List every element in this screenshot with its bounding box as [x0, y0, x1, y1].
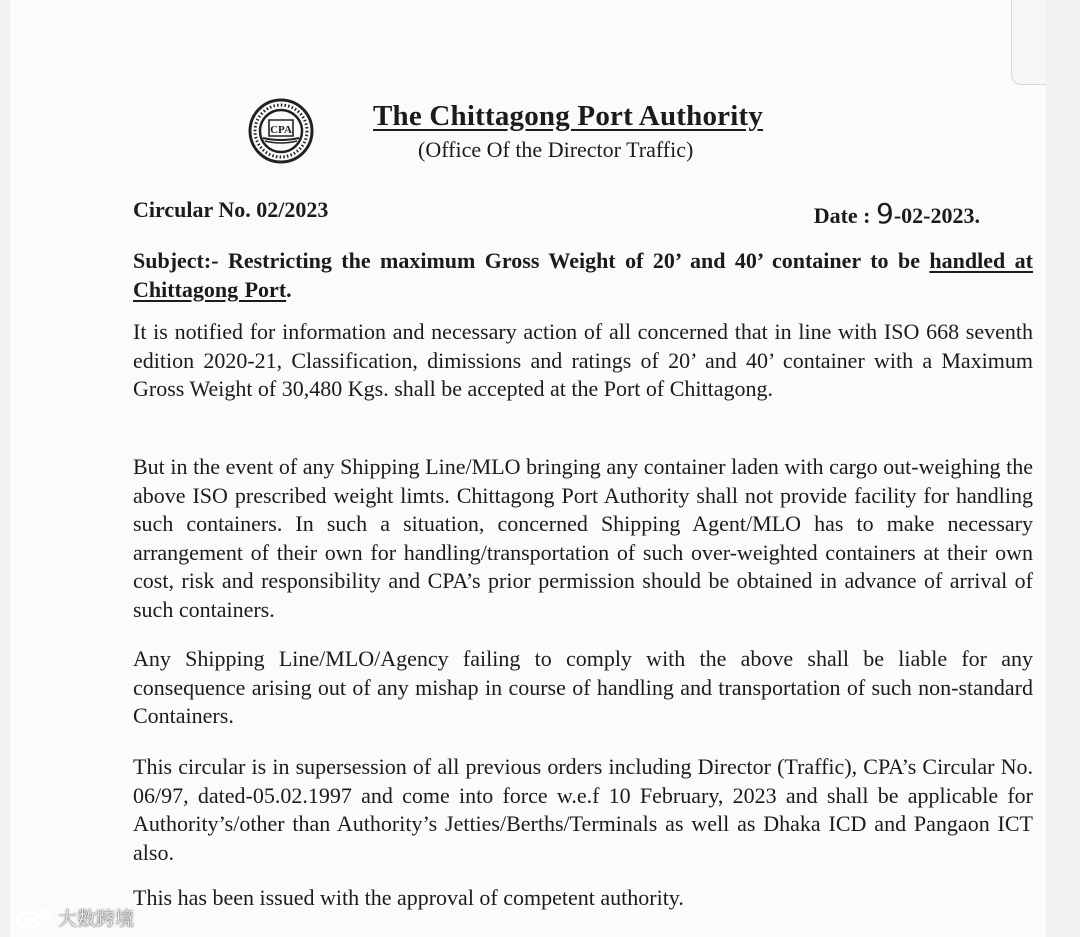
date-rest: -02-2023. [893, 203, 980, 228]
paragraph-approval: This has been issued with the approval of competent authority. [133, 885, 684, 910]
date-day-handwritten: 9 [876, 197, 894, 230]
subject-underlined: handled at Chittagong Port [133, 248, 1033, 302]
subject-line [133, 246, 1033, 304]
paragraph-overweight-containers: But in the event of any Shipping Line/MLO bringing any container laden with cargo out-weighing the above ISO prescribed weight limts. Chittagong Port Authority shall not provide facility for handling such containers. In such a situation, concerned Shipping Agent/MLO has to make necessary arrangement of their own for handling/transportation of such over-weighted containers at their own cost, risk and responsibility and CPA’s prior permission should be obtained in advance of arrival of such containers. [133, 454, 1033, 622]
subject-suffix: . [286, 277, 292, 302]
page-corner-tab [1011, 0, 1046, 85]
cpa-seal-icon [243, 98, 319, 164]
watermark-text: 大数跨境 [58, 908, 135, 930]
document-page [10, 0, 1046, 937]
circular-number: Circular No. 02/2023 [133, 197, 329, 222]
office-subtitle: (Office Of the Director Traffic) [418, 137, 694, 162]
paragraph-liability: Any Shipping Line/MLO/Agency failing to comply with the above shall be liable for any consequence arising out of any mishap in course of handling and transportation of such non-standard Containers. [133, 646, 1033, 728]
weibo-logo-icon [14, 906, 54, 930]
watermark [14, 904, 134, 931]
circular-date [814, 197, 980, 230]
paragraph-iso-notice: It is notified for information and necessary action of all concerned that in line with ISO 668 seventh edition 2020-21, Classification, dimissions and ratings of 20’ and 40’ container with a Maximum Gross Weight of 30,480 Kgs. shall be accepted at the Port of Chittagong. [133, 319, 1033, 401]
org-title: The Chittagong Port Authority [373, 100, 764, 132]
date-label: Date : [813, 203, 877, 228]
subject-text: Subject:- Restricting the maximum Gross Weight of 20’ and 40’ container to be [133, 248, 930, 273]
logo-text: CPA [270, 124, 292, 136]
paragraph-supersession: This circular is in supersession of all previous orders including Director (Traffic), CPA’s Circular No. 06/97, dated-05.02.1997 and come into force w.e.f 10 February, 2023 and shall be applicable for Authority’s/other than Authority’s Jetties/Berths/Terminals as well as Dhaka ICD and Pangaon ICT also. [133, 754, 1033, 865]
